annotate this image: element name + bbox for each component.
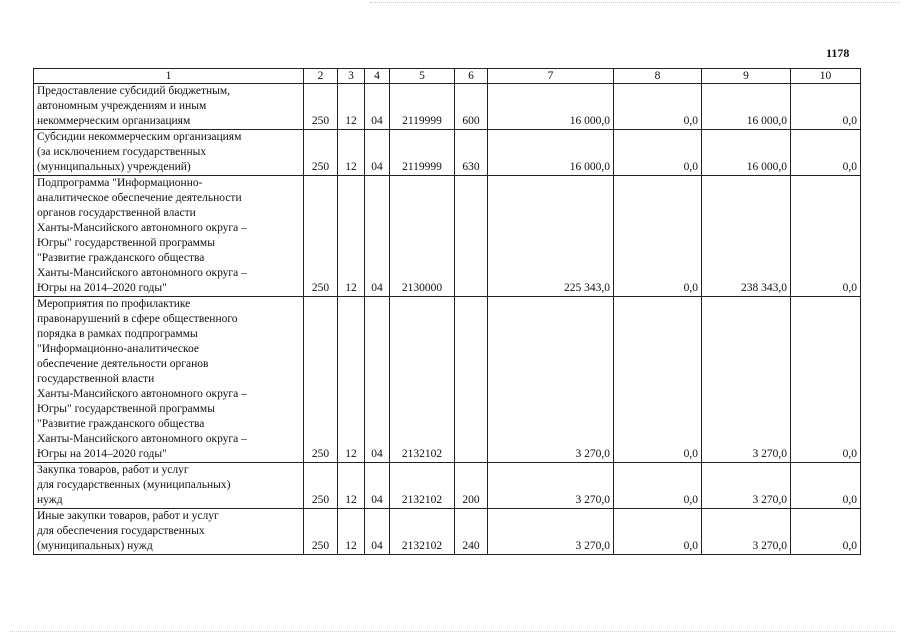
cell-col2: 250 [304,463,338,509]
cell-col6: 240 [455,509,488,555]
cell-col4: 04 [365,130,390,176]
column-header: 1 [34,69,304,84]
cell-col7: 16 000,0 [488,130,614,176]
table-row [34,130,861,176]
cell-col5: 2130000 [390,176,455,297]
column-header: 7 [488,69,614,84]
column-header: 2 [304,69,338,84]
cell-col9: 3 270,0 [702,463,791,509]
cell-col6 [455,176,488,297]
cell-col4: 04 [365,297,390,463]
row-name: Подпрограмма "Информационно- аналитическое обеспечение деятельности органов государственной власти Ханты-Мансийского автономного округа – Югры" государственной программы "Развитие гражданского общества Ханты-Мансийского автономного округа – Югры на 2014–2020 годы" [34,176,304,297]
cell-col3: 12 [338,297,365,463]
cell-col4: 04 [365,509,390,555]
cell-col2: 250 [304,297,338,463]
cell-col8: 0,0 [614,297,702,463]
column-header: 8 [614,69,702,84]
cell-col5: 2119999 [390,130,455,176]
cell-col5: 2132102 [390,463,455,509]
row-name: Предоставление субсидий бюджетным, автономным учреждениям и иным некоммерческим организациям [34,84,304,130]
cell-col5: 2132102 [390,509,455,555]
cell-col9: 16 000,0 [702,130,791,176]
row-name: Субсидии некоммерческим организациям (за исключением государственных (муниципальных) учреждений) [34,130,304,176]
cell-col8: 0,0 [614,84,702,130]
cell-col6: 600 [455,84,488,130]
cell-col3: 12 [338,463,365,509]
table-row [34,463,861,509]
table-row [34,84,861,130]
cell-col7: 3 270,0 [488,297,614,463]
cell-col2: 250 [304,176,338,297]
column-header: 6 [455,69,488,84]
cell-col9: 16 000,0 [702,84,791,130]
cell-col2: 250 [304,84,338,130]
column-header: 5 [390,69,455,84]
column-header: 4 [365,69,390,84]
row-name: Мероприятия по профилактике правонарушений в сфере общественного порядка в рамках подпрограммы "Информационно-аналитическое обеспечение деятельности органов государственной власти Ханты-Мансийского автономного округа – Югры" государственной программы "Развитие гражданского общества Ханты-Мансийского автономного округа – Югры на 2014–2020 годы" [34,297,304,463]
cell-col8: 0,0 [614,130,702,176]
budget-table [33,68,861,555]
cell-col6: 630 [455,130,488,176]
header-row [34,69,861,84]
cell-col6: 200 [455,463,488,509]
cell-col7: 3 270,0 [488,463,614,509]
cell-col2: 250 [304,509,338,555]
cell-col7: 225 343,0 [488,176,614,297]
cell-col10: 0,0 [791,297,861,463]
cell-col9: 3 270,0 [702,509,791,555]
cell-col10: 0,0 [791,130,861,176]
cell-col9: 3 270,0 [702,297,791,463]
page-number: 1178 [826,46,850,60]
cell-col8: 0,0 [614,463,702,509]
scan-artifact-bottom [10,631,895,633]
cell-col8: 0,0 [614,176,702,297]
cell-col10: 0,0 [791,84,861,130]
cell-col5: 2119999 [390,84,455,130]
column-header: 10 [791,69,861,84]
cell-col5: 2132102 [390,297,455,463]
cell-col7: 16 000,0 [488,84,614,130]
cell-col3: 12 [338,509,365,555]
cell-col9: 238 343,0 [702,176,791,297]
column-header: 3 [338,69,365,84]
cell-col2: 250 [304,130,338,176]
cell-col10: 0,0 [791,463,861,509]
cell-col3: 12 [338,176,365,297]
table-row [34,297,861,463]
scan-artifact-top [370,2,900,4]
row-name: Закупка товаров, работ и услуг для государственных (муниципальных) нужд [34,463,304,509]
column-header: 9 [702,69,791,84]
cell-col4: 04 [365,463,390,509]
cell-col4: 04 [365,84,390,130]
cell-col3: 12 [338,84,365,130]
table-row [34,509,861,555]
cell-col10: 0,0 [791,176,861,297]
cell-col10: 0,0 [791,509,861,555]
cell-col6 [455,297,488,463]
cell-col7: 3 270,0 [488,509,614,555]
cell-col3: 12 [338,130,365,176]
table-row [34,176,861,297]
cell-col8: 0,0 [614,509,702,555]
cell-col4: 04 [365,176,390,297]
row-name: Иные закупки товаров, работ и услуг для обеспечения государственных (муниципальных) нужд [34,509,304,555]
